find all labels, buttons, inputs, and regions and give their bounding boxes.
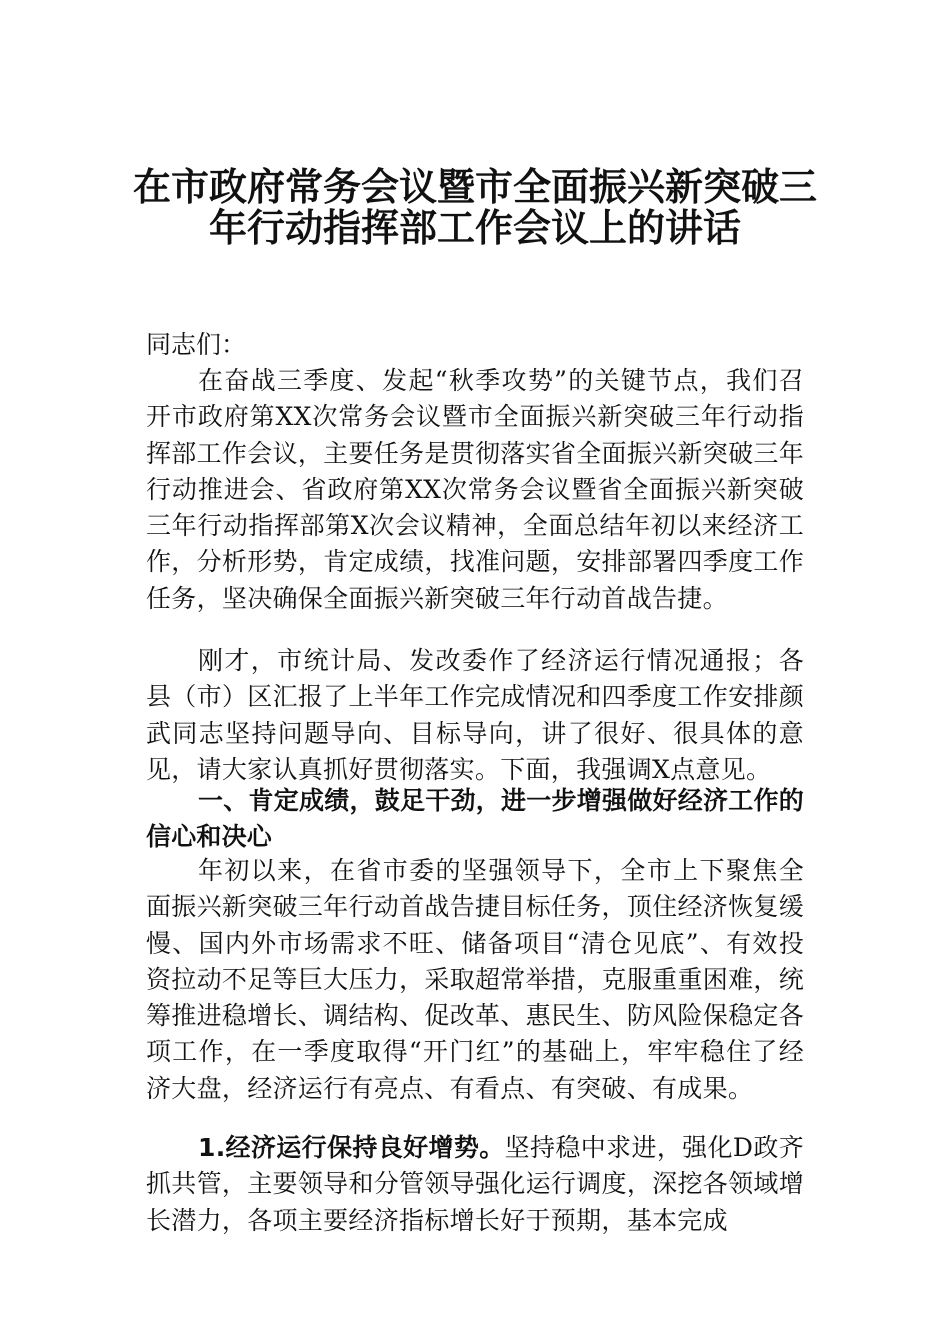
document-title-line-2: 年行动指挥部工作会议上的讲话: [208, 205, 741, 250]
section-heading-1: 一、肯定成绩，鼓足干劲，进一步增强做好经济工作的信心和决心: [146, 786, 804, 852]
paragraph-reports: 刚才，市统计局、发改委作了经济运行情况通报；各县（市）区汇报了上半年工作完成情况和四季度工作安排颜武同志坚持问题导向、目标导向，讲了很好、很具体的意见，请大家认真抓好贯彻落实。下面，我强调X点意见。: [146, 646, 804, 784]
paragraph-economy-trend-text: 坚持稳中求进，强化D政齐抓共管，主要领导和分管领导强化运行调度，深挖各领域增长潜力，各项主要经济指标增长好于预期，基本完成: [146, 1133, 804, 1235]
document-title-line-1: 在市政府常务会议暨市全面振兴新突破三: [132, 164, 817, 209]
paragraph-opening: 在奋战三季度、发起“秋季攻势”的关键节点，我们召开市政府第XX次常务会议暨市全面振兴新突破三年行动指挥部工作会议，主要任务是贯彻落实省全面振兴新突破三年行动推进会、省政府第XX次常务会议暨省全面振兴新突破三年行动指挥部第X次会议精神，全面总结年初以来经济工作，分析形势，肯定成绩，找准问题，安排部署四季度工作任务，坚决确保全面振兴新突破三年行动首战告捷。: [146, 366, 804, 613]
paragraph-achievements: 年初以来，在省市委的坚强领导下，全市上下聚焦全面振兴新突破三年行动首战告捷目标任务，顶住经济恢复缓慢、国内外市场需求不旺、储备项目“清仓见底”、有效投资拉动不足等巨大压力，采取超常举措，克服重重困难，统筹推进稳增长、调结构、促改革、惠民生、防风险保稳定各项工作，在一季度取得“开门红”的基础上，牢牢稳住了经济大盘，经济运行有亮点、有看点、有突破、有成果。: [146, 856, 804, 1103]
paragraph-lead-heading: 1.经济运行保持良好增势。: [198, 1133, 505, 1162]
paragraph-economy-trend: [146, 1130, 804, 1239]
salutation: 同志们：: [146, 330, 247, 359]
